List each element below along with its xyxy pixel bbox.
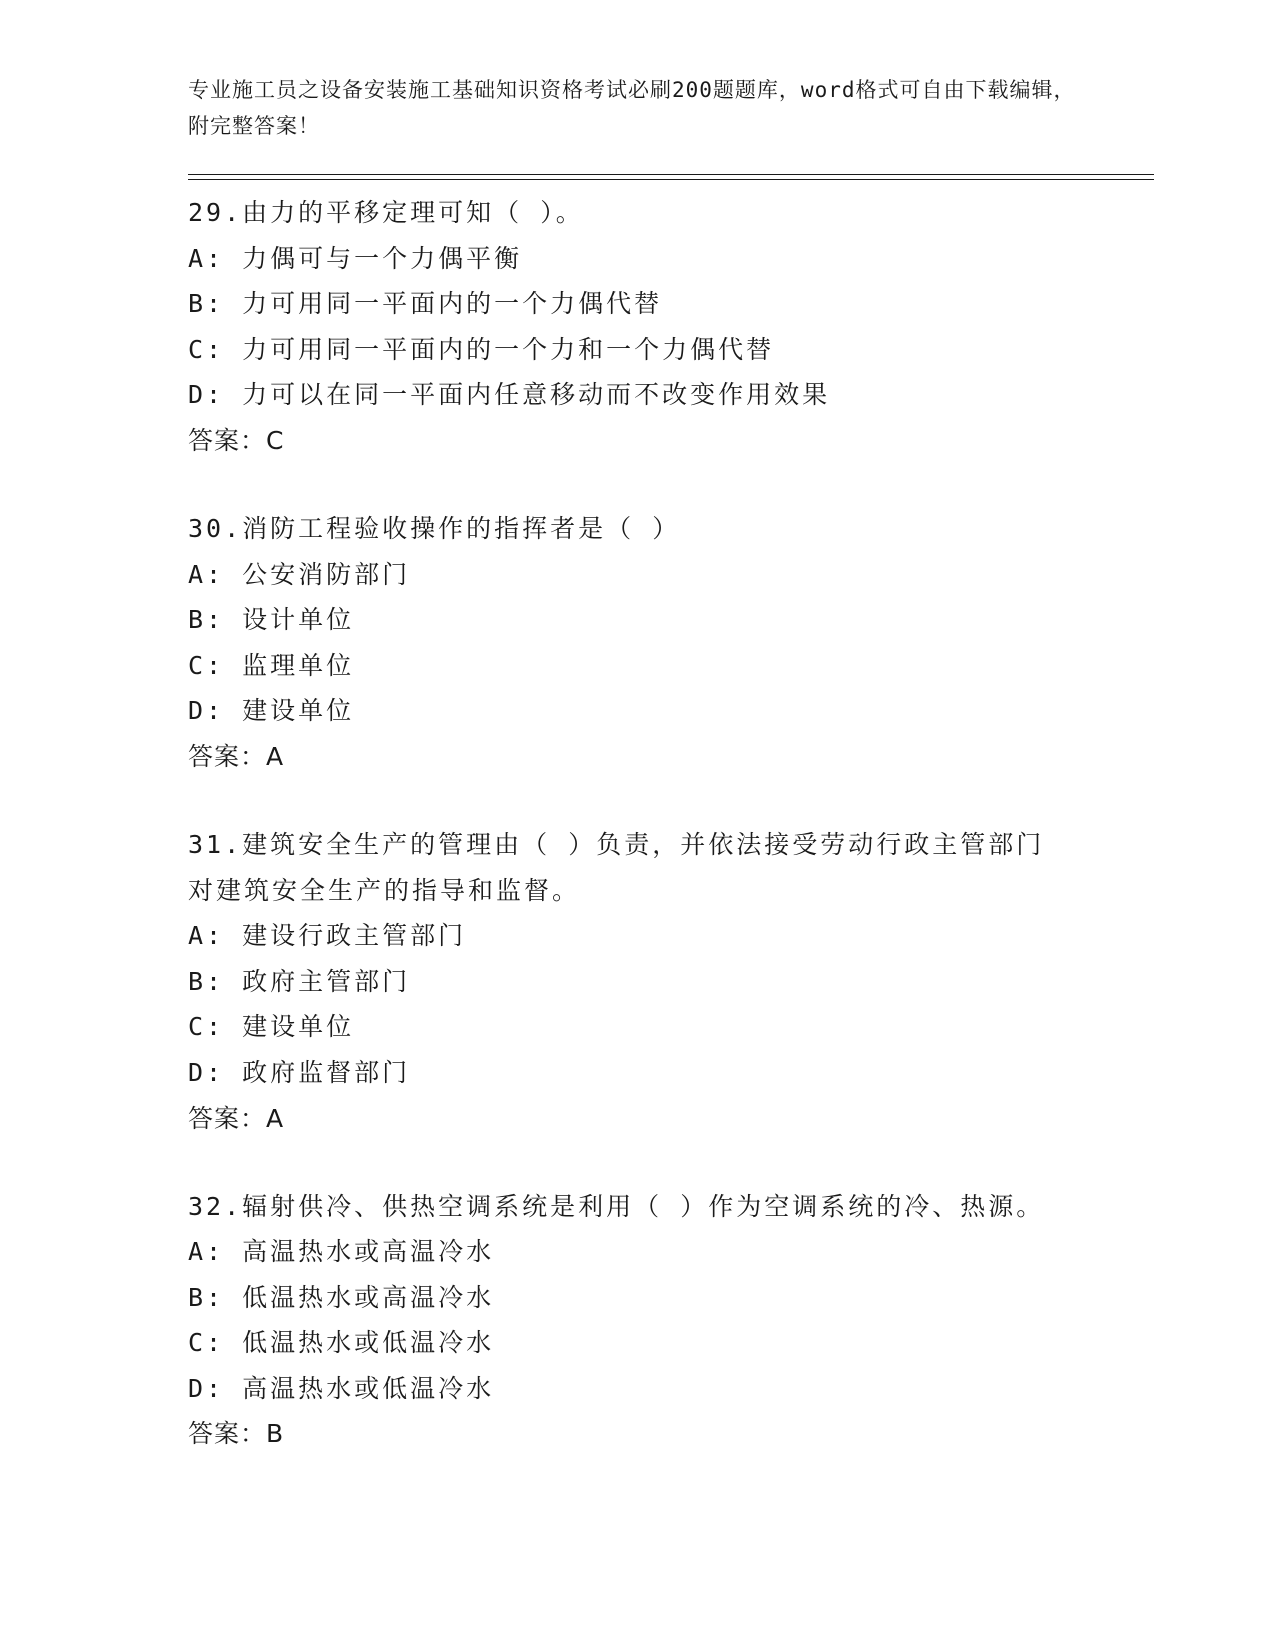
question-stem: 29.由力的平移定理可知（ ）。 <box>188 198 584 227</box>
question-30 <box>188 506 1088 780</box>
question-32 <box>188 1184 1088 1458</box>
option-c: C: 建设单位 <box>188 1012 355 1042</box>
option-c: C: 力可用同一平面内的一个力和一个力偶代替 <box>188 334 775 364</box>
option-b: B: 低温热水或高温冷水 <box>188 1282 495 1312</box>
answer-label: 答案：B <box>188 1419 285 1449</box>
option-b: B: 力可用同一平面内的一个力偶代替 <box>188 289 663 319</box>
option-c: C: 监理单位 <box>188 650 355 680</box>
option-a: A: 公安消防部门 <box>188 559 411 589</box>
header-divider-bottom <box>188 179 1154 180</box>
option-a: A: 力偶可与一个力偶平衡 <box>188 243 523 273</box>
option-d: D: 政府监督部门 <box>188 1057 411 1087</box>
question-list <box>188 190 1088 1499</box>
option-c: C: 低温热水或低温冷水 <box>188 1328 495 1358</box>
question-31 <box>188 822 1088 1142</box>
header-divider-top <box>188 174 1154 175</box>
option-d: D: 建设单位 <box>188 696 355 726</box>
option-b: B: 设计单位 <box>188 605 355 635</box>
option-a: A: 建设行政主管部门 <box>188 921 467 951</box>
option-d: D: 力可以在同一平面内任意移动而不改变作用效果 <box>188 380 831 410</box>
answer-label: 答案：A <box>188 741 285 771</box>
option-d: D: 高温热水或低温冷水 <box>188 1373 495 1403</box>
question-stem: 31.建筑安全生产的管理由（ ）负责，并依法接受劳动行政主管部门对建筑安全生产的指导和监督。 <box>188 829 1045 905</box>
answer-label: 答案：A <box>188 1103 285 1133</box>
document-header: 专业施工员之设备安装施工基础知识资格考试必刷200题题库，word格式可自由下载编辑，附完整答案！ <box>188 78 1076 138</box>
question-stem: 30.消防工程验收操作的指挥者是（ ） <box>188 513 681 543</box>
question-stem: 32.辐射供冷、供热空调系统是利用（ ）作为空调系统的冷、热源。 <box>188 1191 1045 1221</box>
answer-label: 答案：C <box>188 425 285 455</box>
option-b: B: 政府主管部门 <box>188 966 411 996</box>
option-a: A: 高温热水或高温冷水 <box>188 1237 495 1267</box>
question-29 <box>188 190 1088 464</box>
